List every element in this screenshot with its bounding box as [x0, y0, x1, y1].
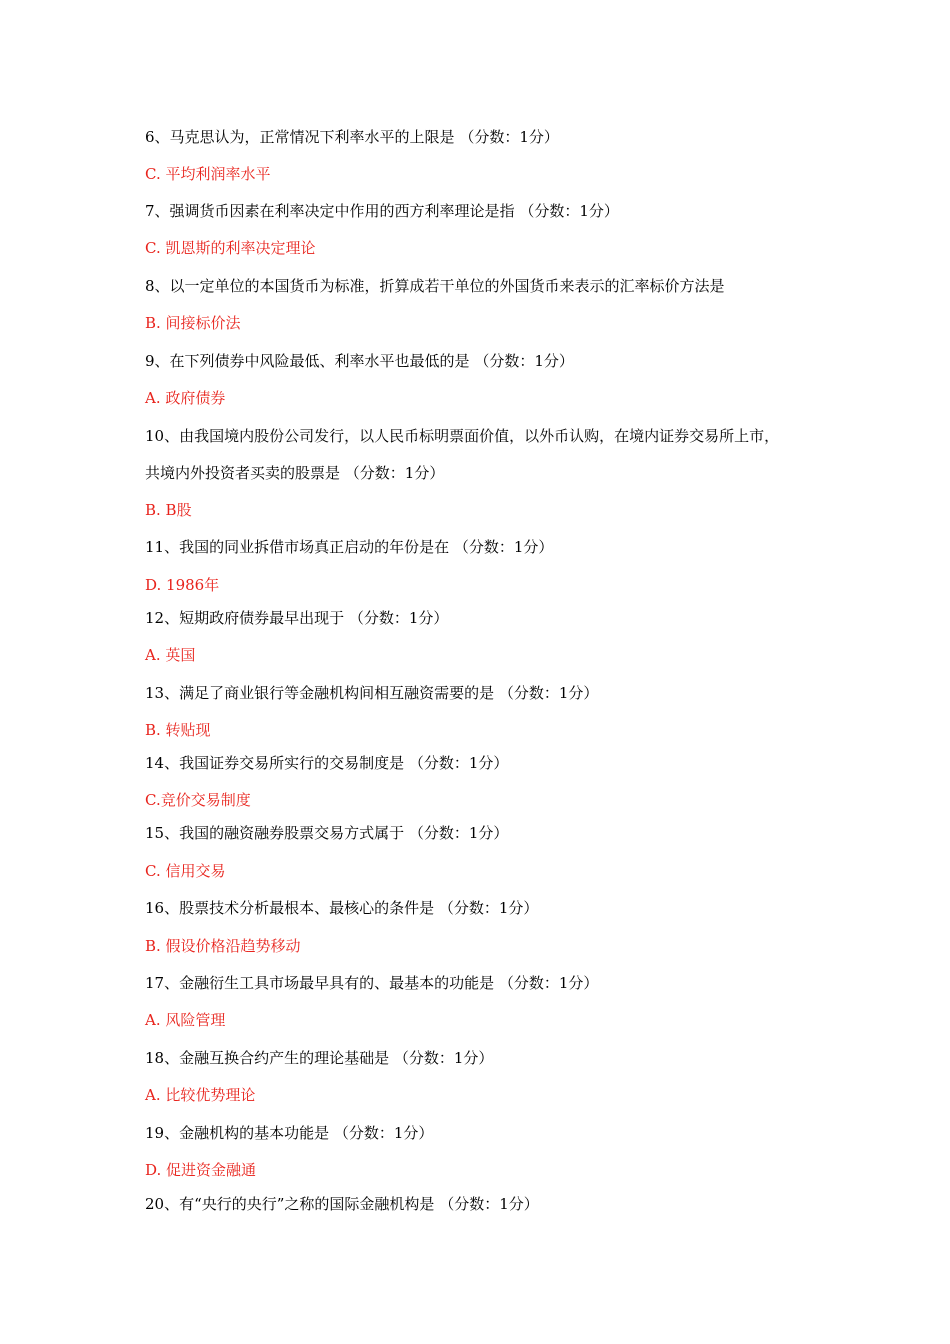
question-15: 15、我国的融资融券股票交易方式属于 （分数：1分） — [145, 824, 509, 842]
answer-10: B. B股 — [145, 501, 192, 519]
question-8: 8、以一定单位的本国货币为标准，折算成若干单位的外国货币来表示的汇率标价方法是 — [145, 277, 725, 295]
answer-14: C.竞价交易制度 — [145, 791, 251, 809]
question-10: 10、由我国境内股份公司发行，以人民币标明票面价值，以外币认购，在境内证券交易所上市， — [145, 427, 780, 445]
answer-18: A. 比较优势理论 — [145, 1086, 256, 1104]
question-17: 17、金融衍生工具市场最早具有的、最基本的功能是 （分数：1分） — [145, 974, 599, 992]
answer-13: B. 转贴现 — [145, 721, 211, 739]
answer-9: A. 政府债券 — [145, 389, 226, 407]
question-11: 11、我国的同业拆借市场真正启动的年份是在 （分数：1分） — [145, 538, 554, 556]
question-19: 19、金融机构的基本功能是 （分数：1分） — [145, 1124, 434, 1142]
answer-15: C. 信用交易 — [145, 862, 226, 880]
answer-19: D. 促进资金融通 — [145, 1161, 257, 1179]
question-14: 14、我国证券交易所实行的交易制度是 （分数：1分） — [145, 754, 509, 772]
answer-12: A. 英国 — [145, 646, 196, 664]
answer-6: C. 平均利润率水平 — [145, 165, 271, 183]
question-7: 7、强调货币因素在利率决定中作用的西方利率理论是指 （分数：1分） — [145, 202, 619, 220]
question-9: 9、在下列债券中风险最低、利率水平也最低的是 （分数：1分） — [145, 352, 574, 370]
answer-8: B. 间接标价法 — [145, 314, 241, 332]
answer-17: A. 风险管理 — [145, 1011, 226, 1029]
question-16: 16、股票技术分析最根本、最核心的条件是 （分数：1分） — [145, 899, 539, 917]
question-13: 13、满足了商业银行等金融机构间相互融资需要的是 （分数：1分） — [145, 684, 599, 702]
question-20: 20、有“央行的央行”之称的国际金融机构是 （分数：1分） — [145, 1195, 539, 1213]
question-10-line2: 共境内外投资者买卖的股票是 （分数：1分） — [145, 464, 445, 482]
question-18: 18、金融互换合约产生的理论基础是 （分数：1分） — [145, 1049, 494, 1067]
answer-7: C. 凯恩斯的利率决定理论 — [145, 239, 316, 257]
question-12: 12、短期政府债券最早出现于 （分数：1分） — [145, 609, 449, 627]
answer-11: D. 1986年 — [145, 576, 220, 594]
question-6: 6、马克思认为，正常情况下利率水平的上限是 （分数：1分） — [145, 128, 559, 146]
answer-16: B. 假设价格沿趋势移动 — [145, 937, 301, 955]
